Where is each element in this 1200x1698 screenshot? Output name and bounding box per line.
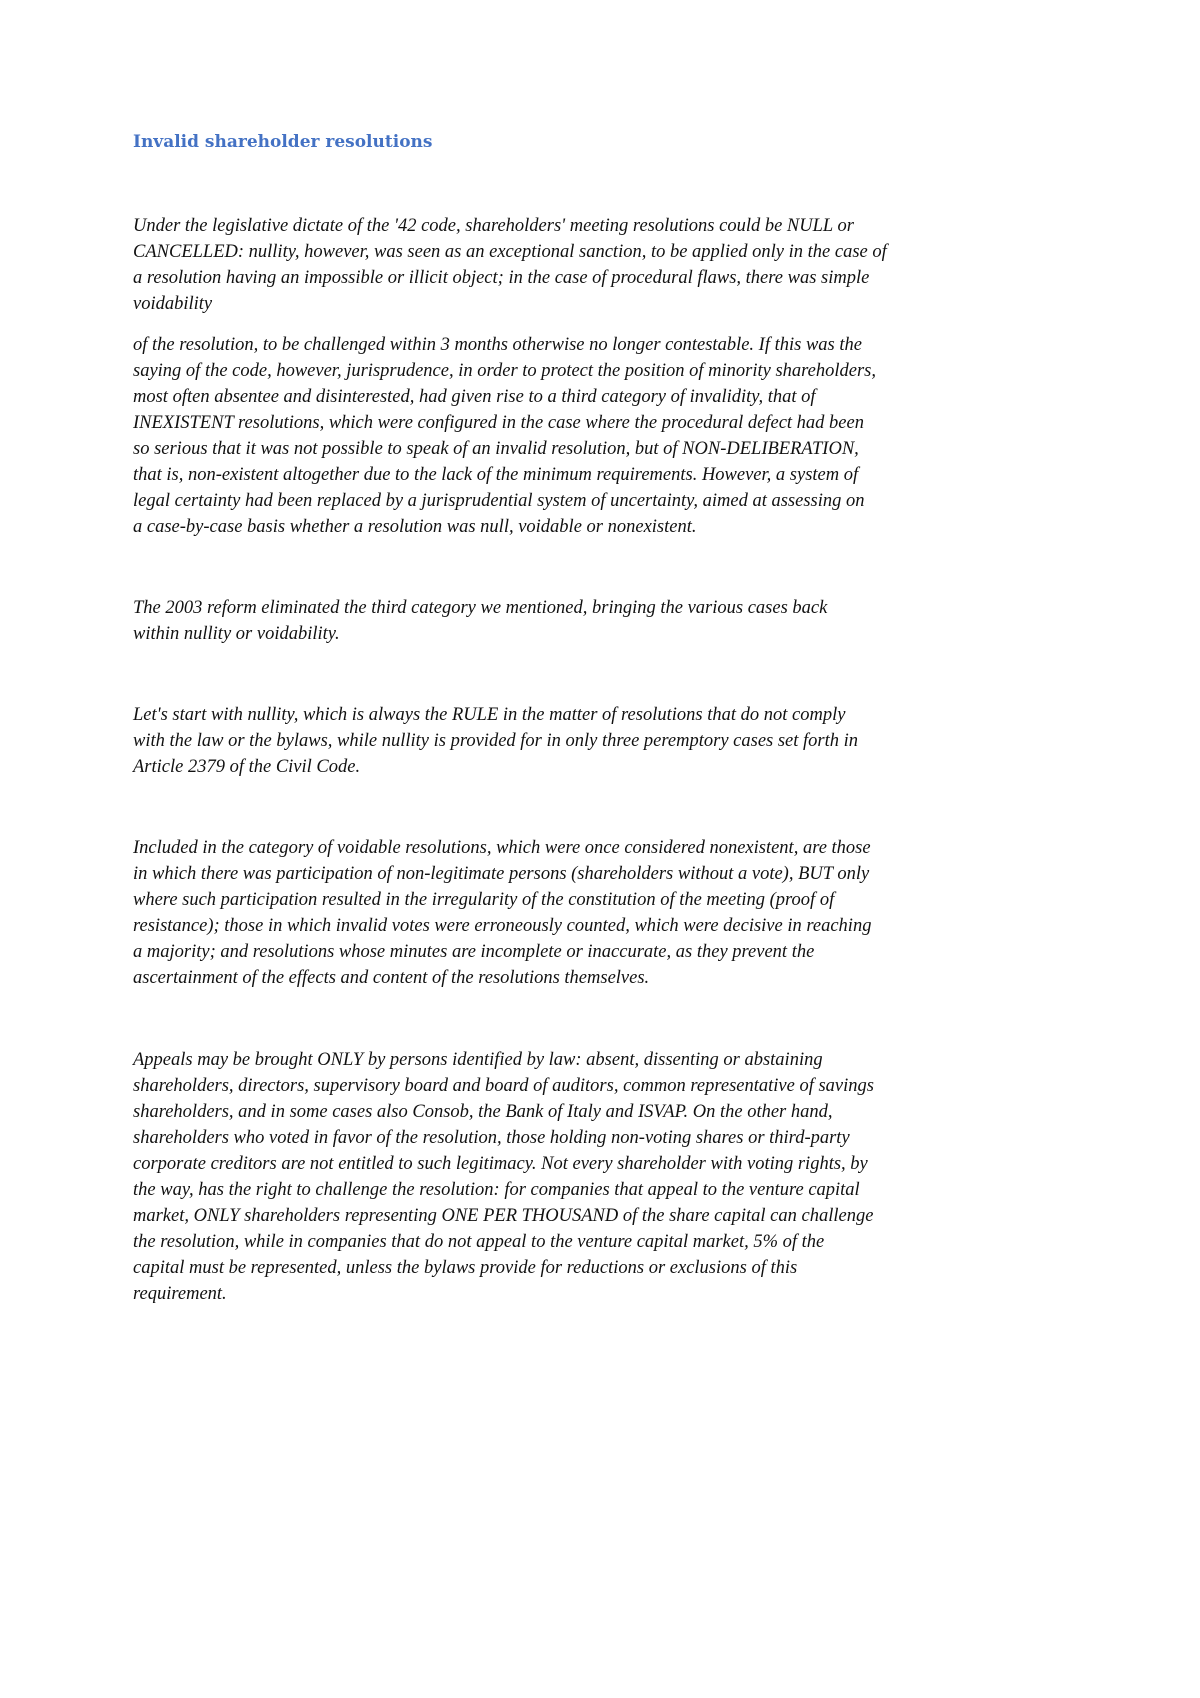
paragraph-6 (133, 1047, 874, 1307)
text-line: the resolution, while in companies that do not appeal to the venture capital market, 5% of the (133, 1232, 825, 1252)
text-line: ascertainment of the effects and content of the resolutions themselves. (133, 968, 650, 988)
text-line: most often absentee and disinterested, had given rise to a third category of invalidity, that of (133, 387, 816, 407)
text-line: Appeals may be brought ONLY by persons identified by law: absent, dissenting or abstaining (133, 1050, 823, 1070)
text-line: Article 2379 of the Civil Code. (133, 757, 361, 777)
text-line: within nullity or voidability. (133, 624, 340, 644)
text-line: corporate creditors are not entitled to such legitimacy. Not every shareholder with voting rights, by (133, 1154, 868, 1174)
text-line: so serious that it was not possible to speak of an invalid resolution, but of NON-DELIBERATION, (133, 439, 859, 459)
text-line: a majority; and resolutions whose minutes are incomplete or inaccurate, as they prevent the (133, 942, 815, 962)
text-line: resistance); those in which invalid votes were erroneously counted, which were decisive in reaching (133, 916, 872, 936)
text-line: that is, non-existent altogether due to the lack of the minimum requirements. However, a system of (133, 465, 859, 485)
text-line: saying of the code, however, jurisprudence, in order to protect the position of minority shareholders, (133, 361, 876, 381)
text-line: market, ONLY shareholders representing ONE PER THOUSAND of the share capital can challenge (133, 1206, 874, 1226)
text-line: where such participation resulted in the irregularity of the constitution of the meeting (proof of (133, 890, 835, 910)
paragraph-3 (133, 595, 827, 647)
document-title: Invalid shareholder resolutions (133, 132, 433, 152)
text-line: with the law or the bylaws, while nullity is provided for in only three peremptory cases set forth in (133, 731, 859, 751)
text-line: shareholders who voted in favor of the resolution, those holding non-voting shares or third-party (133, 1128, 850, 1148)
text-line: requirement. (133, 1284, 227, 1304)
text-line: INEXISTENT resolutions, which were configured in the case where the procedural defect had been (133, 413, 864, 433)
text-line: a resolution having an impossible or illicit object; in the case of procedural flaws, there was simple (133, 268, 870, 288)
text-line: Let's start with nullity, which is always the RULE in the matter of resolutions that do not comply (133, 705, 846, 725)
text-line: shareholders, and in some cases also Consob, the Bank of Italy and ISVAP. On the other hand, (133, 1102, 833, 1122)
text-line: Under the legislative dictate of the '42 code, shareholders' meeting resolutions could be NULL or (133, 216, 854, 236)
text-line: voidability (133, 294, 213, 314)
text-line: the way, has the right to challenge the resolution: for companies that appeal to the venture capital (133, 1180, 860, 1200)
text-line: in which there was participation of non-legitimate persons (shareholders without a vote), BUT only (133, 864, 870, 884)
text-line: CANCELLED: nullity, however, was seen as an exceptional sanction, to be applied only in the case of (133, 242, 887, 262)
text-line: of the resolution, to be challenged within 3 months otherwise no longer contestable. If this was the (133, 335, 862, 355)
text-line: The 2003 reform eliminated the third category we mentioned, bringing the various cases back (133, 598, 828, 618)
paragraph-5 (133, 835, 871, 991)
text-line: shareholders, directors, supervisory board and board of auditors, common representative of savings (133, 1076, 874, 1096)
text-line: a case-by-case basis whether a resolution was null, voidable or nonexistent. (133, 517, 697, 537)
text-line: legal certainty had been replaced by a jurisprudential system of uncertainty, aimed at assessing on (133, 491, 865, 511)
paragraph-1 (133, 213, 887, 317)
paragraph-4 (133, 702, 858, 780)
paragraph-2 (133, 332, 876, 540)
text-line: capital must be represented, unless the bylaws provide for reductions or exclusions of this (133, 1258, 798, 1278)
text-line: Included in the category of voidable resolutions, which were once considered nonexistent, are those (133, 838, 871, 858)
